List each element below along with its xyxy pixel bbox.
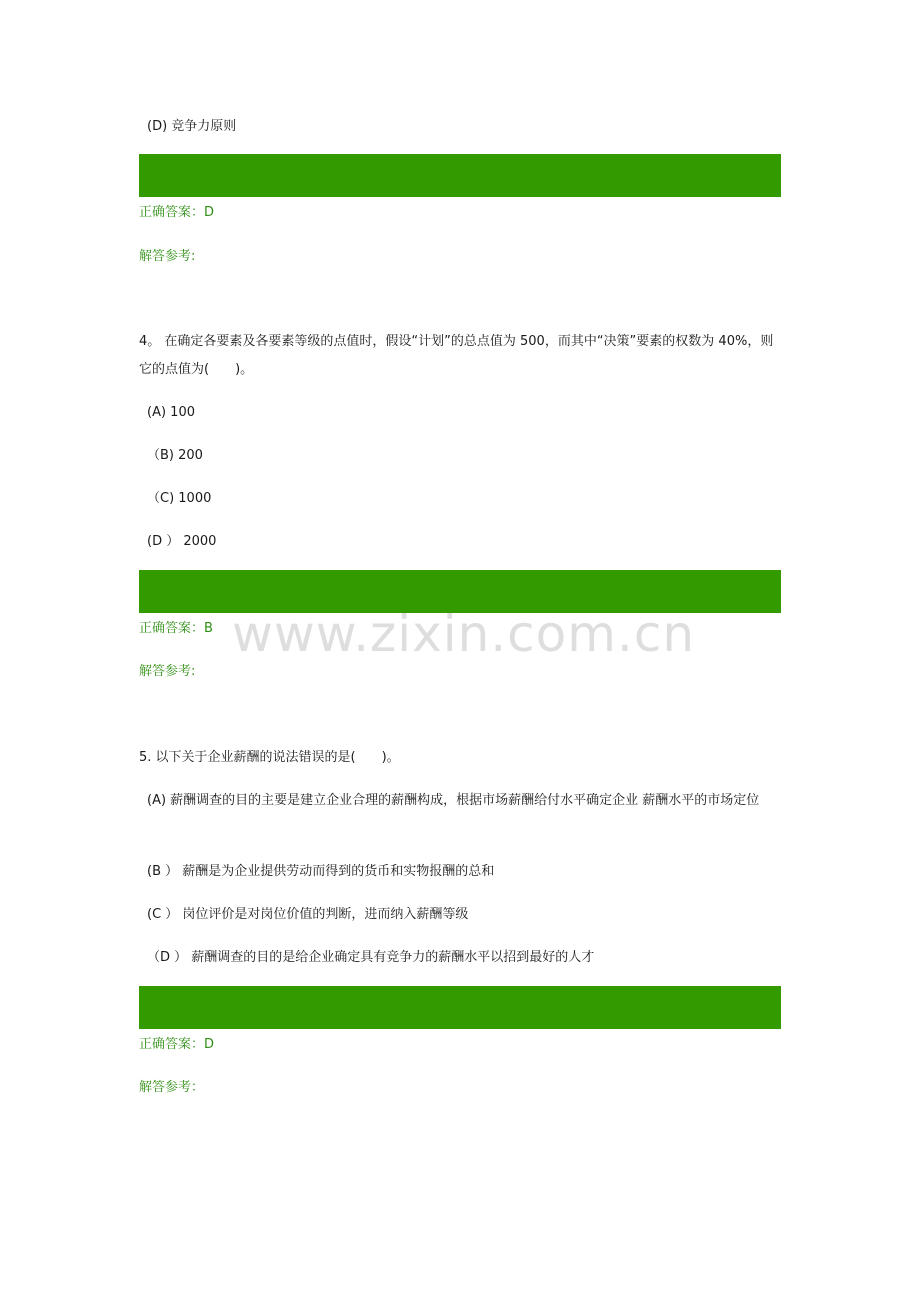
q4-option-c: （C) 1000 [147,491,212,506]
q5-option-b: (B ） 薪酬是为企业提供劳动而得到的货币和实物报酬的总和 [147,864,495,879]
q5-option-c: (C ） 岗位评价是对岗位价值的判断，进而纳入薪酬等级 [147,907,469,922]
q3-answer-bar [139,154,781,197]
q5-correct-answer: 正确答案：D [139,1037,215,1052]
q5-option-a: (A) 薪酬调查的目的主要是建立企业合理的薪酬构成，根据市场薪酬给付水平确定企业 薪酬水平的市场定位 [147,793,760,808]
watermark: www.zixin.com.cn [232,605,696,663]
q4-question: 4。 在确定各要素及各要素等级的点值时，假设“计划”的总点值为 500，而其中“决策”要素的权数为 40%，则它的点值为( )。 [139,334,774,377]
q5-question: 5. 以下关于企业薪酬的说法错误的是( )。 [139,750,400,765]
q5-answer-bar [139,986,781,1029]
q3-correct-answer: 正确答案：D [139,205,215,220]
q4-option-d: (D ） 2000 [147,534,217,549]
q4-option-b: （B) 200 [147,448,203,463]
q4-option-a: (A) 100 [147,405,195,420]
q3-answer-reference: 解答参考: [139,249,196,264]
q3-option-d: (D) 竞争力原则 [147,119,237,134]
q5-answer-reference: 解答参考： [139,1080,205,1095]
q4-correct-answer: 正确答案：B [139,621,213,636]
q5-option-d: （D ） 薪酬调查的目的是给企业确定具有竞争力的薪酬水平以招到最好的人才 [147,950,595,965]
q4-answer-reference: 解答参考: [139,664,196,679]
